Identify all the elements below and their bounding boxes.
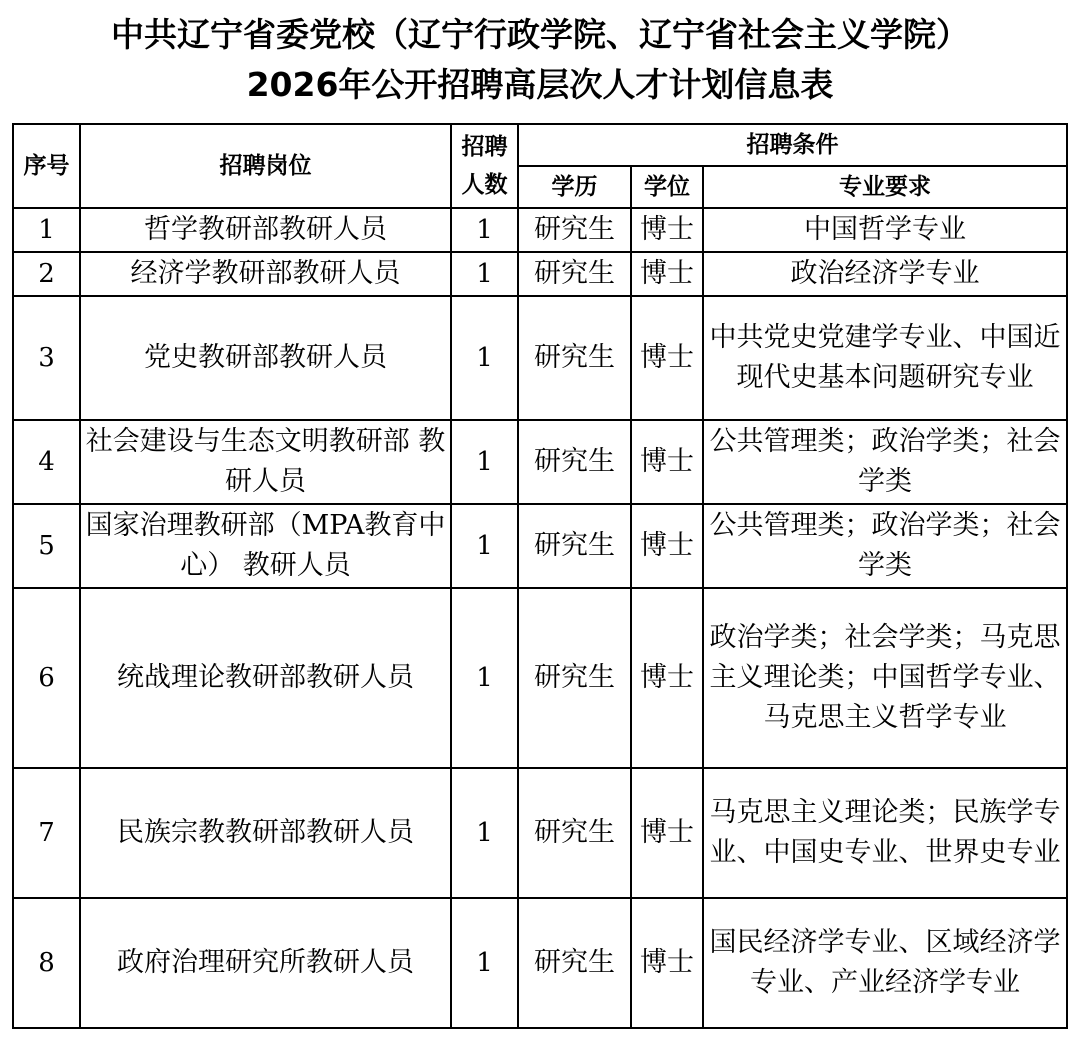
cell-position: 社会建设与生态文明教研部 教研人员 [80, 420, 451, 504]
table-row [13, 768, 1067, 898]
cell-major: 政治经济学专业 [703, 252, 1067, 296]
cell-seq: 7 [13, 768, 80, 898]
cell-degree: 博士 [631, 504, 703, 588]
cell-degree: 博士 [631, 420, 703, 504]
cell-count: 1 [451, 898, 518, 1028]
cell-education: 研究生 [518, 504, 631, 588]
header-major: 专业要求 [703, 166, 1067, 208]
cell-seq: 4 [13, 420, 80, 504]
cell-education: 研究生 [518, 898, 631, 1028]
table-row [13, 588, 1067, 768]
header-count-line2: 人数 [461, 172, 508, 198]
cell-major: 国民经济学专业、区域经济学专业、产业经济学专业 [703, 898, 1067, 1028]
cell-education: 研究生 [518, 252, 631, 296]
cell-seq: 2 [13, 252, 80, 296]
header-degree: 学位 [631, 166, 703, 208]
header-position: 招聘岗位 [80, 124, 451, 208]
cell-degree: 博士 [631, 208, 703, 252]
cell-seq: 5 [13, 504, 80, 588]
cell-count: 1 [451, 252, 518, 296]
cell-major: 马克思主义理论类；民族学专业、中国史专业、世界史专业 [703, 768, 1067, 898]
cell-count: 1 [451, 504, 518, 588]
cell-position: 民族宗教教研部教研人员 [80, 768, 451, 898]
cell-position: 经济学教研部教研人员 [80, 252, 451, 296]
document-title [12, 10, 1068, 110]
cell-seq: 1 [13, 208, 80, 252]
table-row [13, 504, 1067, 588]
cell-position: 统战理论教研部教研人员 [80, 588, 451, 768]
recruitment-table [12, 123, 1068, 1029]
cell-degree: 博士 [631, 898, 703, 1028]
cell-major: 政治学类；社会学类；马克思主义理论类；中国哲学专业、马克思主义哲学专业 [703, 588, 1067, 768]
cell-degree: 博士 [631, 768, 703, 898]
table-row [13, 420, 1067, 504]
table-row [13, 898, 1067, 1028]
cell-major: 中国哲学专业 [703, 208, 1067, 252]
cell-position: 国家治理教研部（MPA教育中心） 教研人员 [80, 504, 451, 588]
cell-seq: 8 [13, 898, 80, 1028]
header-seq: 序号 [13, 124, 80, 208]
cell-count: 1 [451, 208, 518, 252]
table-row [13, 208, 1067, 252]
cell-education: 研究生 [518, 296, 631, 420]
cell-seq: 3 [13, 296, 80, 420]
cell-education: 研究生 [518, 768, 631, 898]
table-row [13, 252, 1067, 296]
cell-major: 中共党史党建学专业、中国近现代史基本问题研究专业 [703, 296, 1067, 420]
cell-major: 公共管理类；政治学类；社会学类 [703, 504, 1067, 588]
title-line-2: 2026年公开招聘高层次人才计划信息表 [246, 65, 834, 104]
cell-position: 党史教研部教研人员 [80, 296, 451, 420]
title-line-1: 中共辽宁省委党校（辽宁行政学院、辽宁省社会主义学院） [111, 15, 969, 54]
cell-count: 1 [451, 768, 518, 898]
header-conditions: 招聘条件 [518, 124, 1067, 166]
cell-major: 公共管理类；政治学类；社会学类 [703, 420, 1067, 504]
cell-count: 1 [451, 420, 518, 504]
table-row [13, 296, 1067, 420]
cell-degree: 博士 [631, 252, 703, 296]
header-count-line1: 招聘 [461, 134, 508, 160]
cell-education: 研究生 [518, 420, 631, 504]
cell-count: 1 [451, 588, 518, 768]
cell-count: 1 [451, 296, 518, 420]
header-count [451, 124, 518, 208]
cell-seq: 6 [13, 588, 80, 768]
cell-position: 政府治理研究所教研人员 [80, 898, 451, 1028]
header-education: 学历 [518, 166, 631, 208]
cell-degree: 博士 [631, 588, 703, 768]
cell-position: 哲学教研部教研人员 [80, 208, 451, 252]
cell-degree: 博士 [631, 296, 703, 420]
cell-education: 研究生 [518, 588, 631, 768]
cell-education: 研究生 [518, 208, 631, 252]
